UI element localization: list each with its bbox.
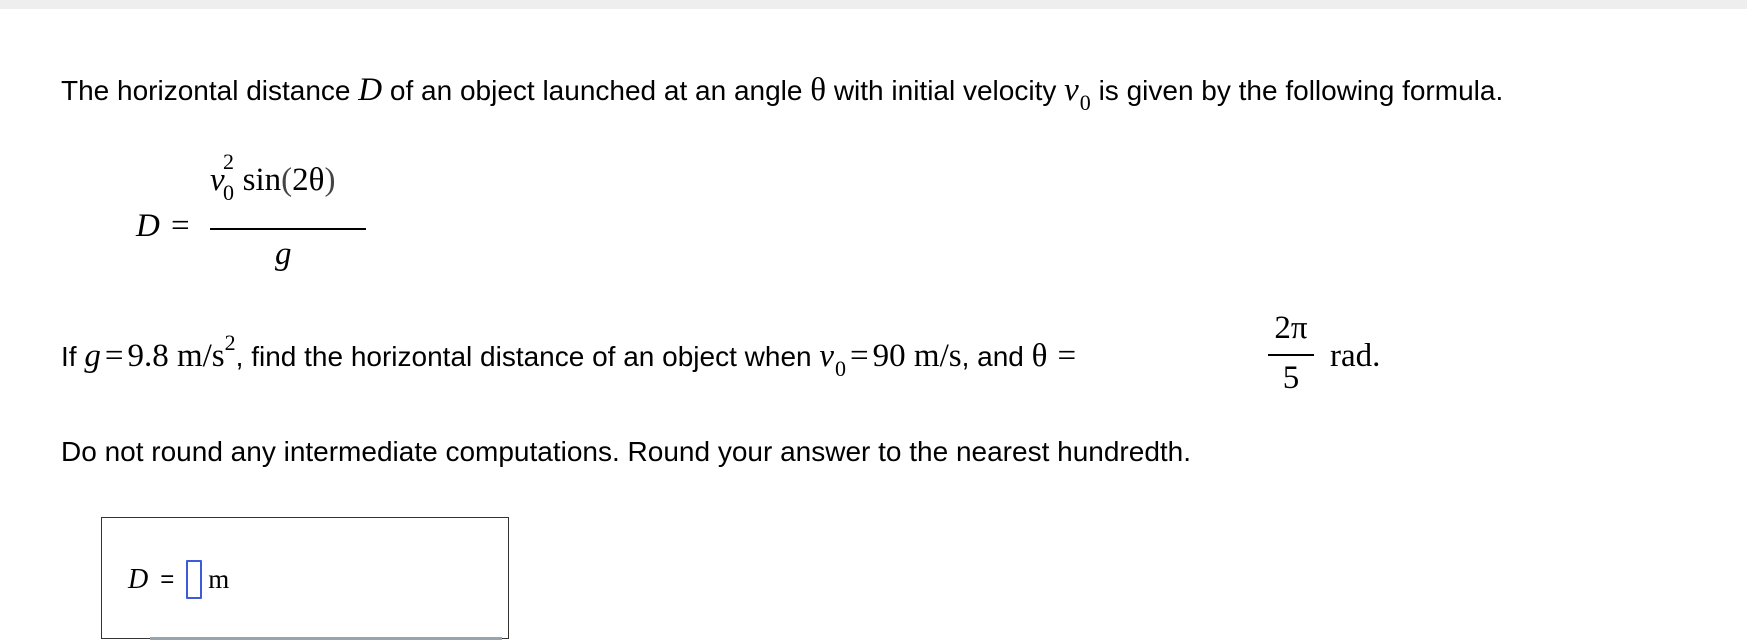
given-g: g xyxy=(84,338,101,374)
intro-text-3: with initial velocity xyxy=(826,75,1065,106)
given-find-text: , find the horizontal distance of an object when xyxy=(235,341,820,372)
given-v-equals: = xyxy=(850,338,869,374)
top-bar xyxy=(0,0,1747,9)
theta-fraction-denominator: 5 xyxy=(1282,360,1300,396)
given-sentence xyxy=(61,330,1077,381)
given-if: If xyxy=(61,341,85,372)
answer-row xyxy=(128,560,229,599)
intro-text-1: The horizontal distance xyxy=(61,75,359,106)
given-g-equals: = xyxy=(104,338,124,374)
given-unit-rad: rad. xyxy=(1330,338,1381,374)
theta-fraction-bar xyxy=(1268,354,1314,356)
intro-sentence xyxy=(61,72,1504,115)
variable-theta: θ xyxy=(810,72,827,108)
formula-arg: 2θ xyxy=(292,162,325,198)
subscript-zero: 0 xyxy=(1079,90,1091,115)
formula-numerator xyxy=(210,149,336,205)
formula-denominator-g: g xyxy=(275,236,292,272)
given-theta: θ xyxy=(1031,338,1048,374)
instruction-text: Do not round any intermediate computations. Round your answer to the nearest hundredth. xyxy=(61,436,1192,467)
formula-sup-2: 2 xyxy=(223,149,234,174)
given-v: v xyxy=(819,338,835,374)
answer-equals: = xyxy=(160,565,175,593)
variable-v: v xyxy=(1064,72,1079,108)
given-g-value: 9.8 m/s xyxy=(127,338,225,374)
answer-label-D: D xyxy=(128,563,149,595)
formula-sub-0: 0 xyxy=(223,180,234,205)
formula-fraction-bar xyxy=(210,228,366,230)
given-v-value: 90 m/s xyxy=(872,338,962,374)
answer-box-shadow xyxy=(150,637,502,640)
formula-rparen: ) xyxy=(324,162,336,198)
formula-equals: = xyxy=(171,208,190,244)
given-theta-equals: = xyxy=(1057,338,1077,374)
theta-fraction-numerator: 2π xyxy=(1274,310,1308,346)
formula-v-term xyxy=(210,149,234,205)
formula-v: v xyxy=(210,162,225,198)
variable-D: D xyxy=(358,72,383,108)
intro-text-4: is given by the following formula. xyxy=(1090,75,1504,106)
formula-lhs-D: D xyxy=(136,208,160,244)
answer-box xyxy=(101,517,509,639)
given-and: , and xyxy=(961,341,1032,372)
intro-text-2: of an object launched at an angle xyxy=(382,75,811,106)
given-v-sub-0: 0 xyxy=(835,356,847,381)
formula-sin: sin xyxy=(242,162,282,198)
answer-unit: m xyxy=(208,564,230,594)
answer-input[interactable] xyxy=(186,560,202,599)
given-g-sup-2: 2 xyxy=(224,330,236,355)
formula-lparen: ( xyxy=(281,162,293,198)
